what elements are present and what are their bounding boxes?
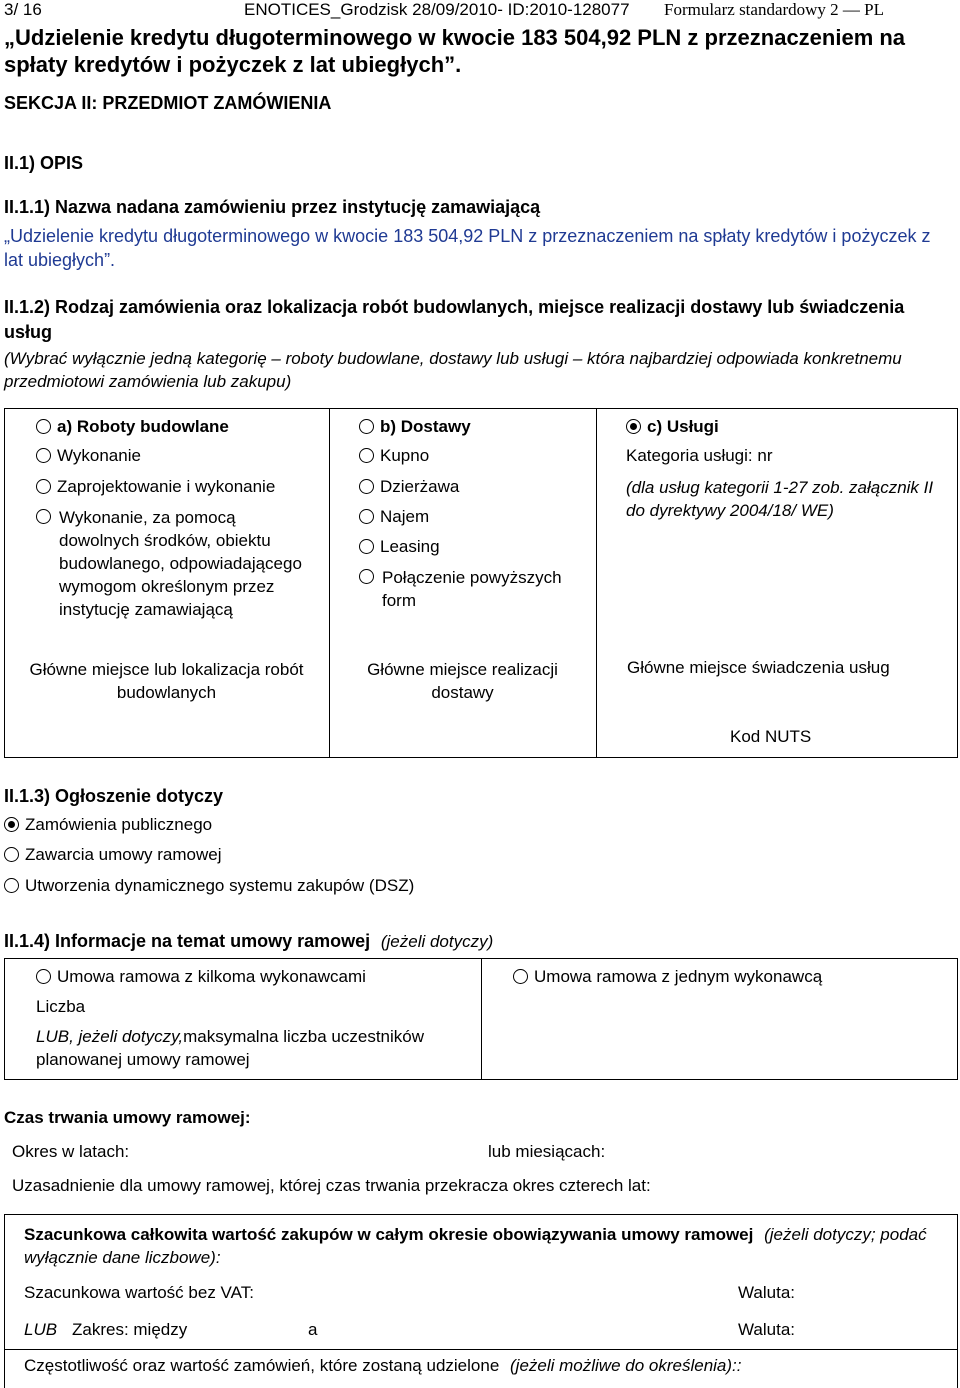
roboty-footer: Główne miejsce lub lokalizacja robót budowlanych [29, 660, 304, 702]
radio-icon [36, 479, 51, 494]
option-polaczenie-label: Połączenie powyższych form [382, 568, 562, 610]
radio-icon [359, 569, 374, 584]
dostawy-footer: Główne miejsce realizacji dostawy [367, 660, 558, 702]
radio-icon [359, 539, 374, 554]
notice-id: ENOTICES_Grodzisk 28/09/2010- ID:2010-128077 [244, 0, 630, 19]
radio-icon [513, 969, 528, 984]
page-number: 3/ 16 [4, 0, 42, 19]
radio-selected-icon [4, 817, 19, 832]
option-dzierzawa[interactable]: Dzierżawa [359, 477, 459, 497]
option-kilku-wykonawcow[interactable]: Umowa ramowa z kilkoma wykonawcami [36, 967, 366, 987]
lub-max-liczba: LUB, jeżeli dotyczy,maksymalna liczba uczestników planowanej umowy ramowej [36, 1027, 424, 1069]
okres-lata: Okres w latach: [12, 1142, 130, 1161]
waluta-1: Waluta: [738, 1283, 796, 1302]
option-roboty-budowlane[interactable]: a) Roboty budowlane [36, 417, 229, 437]
s112-note: (Wybrać wyłącznie jedną kategorię – roboty budowlane, dostawy lub usługi – która najbardziej odpowiada konkretnemu przedmiotowi zamówienia lub zakupu) [4, 349, 902, 391]
s111-value: „Udzielenie kredytu długoterminowego w kwocie 183 504,92 PLN z przeznaczeniem na spłaty kredytów i pożyczek z lat ubiegłych”. [4, 226, 931, 270]
option-jeden-wykonawca[interactable]: Umowa ramowa z jednym wykonawcą [513, 967, 822, 987]
kod-nuts: Kod NUTS [730, 727, 812, 746]
radio-icon [4, 847, 19, 862]
kategoria-note: (dla usług kategorii 1-27 zob. załącznik II do dyrektywy 2004/18/ WE) [626, 478, 934, 520]
zakres-label: Zakres: między [72, 1320, 188, 1339]
czestotliwosc: Częstotliwość oraz wartość zamówień, które zostaną udzielone (jeżeli możliwe do określenia):: [24, 1356, 742, 1375]
option-kupno[interactable]: Kupno [359, 446, 429, 466]
s112-heading: II.1.2) Rodzaj zamówienia oraz lokalizacja robót budowlanych, miejsce realizacji dostawy lub świadczenia usług [4, 297, 905, 342]
option-zamowienia-publicznego[interactable]: Zamówienia publicznego [4, 815, 212, 835]
radio-icon [359, 479, 374, 494]
radio-icon [359, 419, 374, 434]
uslugi-footer: Główne miejsce świadczenia usług [627, 658, 890, 677]
option-polaczenie[interactable] [359, 567, 380, 587]
option-wykonanie[interactable]: Wykonanie [36, 446, 141, 466]
s113-heading: II.1.3) Ogłoszenie dotyczy [4, 786, 224, 806]
liczba-label: Liczba [36, 997, 86, 1016]
option-dostawy[interactable]: b) Dostawy [359, 417, 471, 437]
radio-selected-icon [626, 419, 641, 434]
radio-icon [36, 509, 51, 524]
s111-heading: II.1.1) Nazwa nadana zamówieniu przez instytucję zamawiającą [4, 197, 541, 217]
zakres-a: a [308, 1320, 318, 1339]
document-title: „Udzielenie kredytu długoterminowego w kwocie 183 504,92 PLN z przeznaczeniem na spłaty kredytów i pożyczek z lat ubiegłych”. [4, 25, 906, 77]
czas-heading: Czas trwania umowy ramowej: [4, 1108, 251, 1127]
opis-heading: II.1) OPIS [4, 153, 84, 173]
radio-icon [36, 448, 51, 463]
section-title: SEKCJA II: PRZEDMIOT ZAMÓWIENIA [4, 93, 332, 113]
waluta-2: Waluta: [738, 1320, 796, 1339]
radio-icon [36, 419, 51, 434]
radio-icon [359, 448, 374, 463]
option-wykonanie-dowolne-label: Wykonanie, za pomocą dowolnych środków, obiektu budowlanego, odpowiadającego wymogom określonym przez instytucję zamawiającą [59, 508, 302, 619]
kategoria-uslugi: Kategoria usługi: nr [626, 446, 773, 465]
wartosc-bez-vat: Szacunkowa wartość bez VAT: [24, 1283, 254, 1302]
option-dsz[interactable]: Utworzenia dynamicznego systemu zakupów (DSZ) [4, 876, 414, 896]
okres-miesiace: lub miesiącach: [488, 1142, 606, 1161]
uzasadnienie: Uzasadnienie dla umowy ramowej, której czas trwania przekracza okres czterech lat: [12, 1176, 651, 1195]
wartosc-heading: Szacunkowa całkowita wartość zakupów w całym okresie obowiązywania umowy ramowej (jeżeli dotyczy; podać wyłącznie dane liczbowe): [24, 1225, 927, 1267]
option-umowa-ramowa[interactable]: Zawarcia umowy ramowej [4, 845, 222, 865]
option-zaprojektowanie[interactable]: Zaprojektowanie i wykonanie [36, 477, 275, 497]
radio-icon [359, 509, 374, 524]
option-najem[interactable]: Najem [359, 507, 429, 527]
form-name: Formularz standardowy 2 — PL [664, 0, 885, 19]
option-wykonanie-dowolne[interactable] [36, 507, 57, 527]
s114-heading-row: II.1.4) Informacje na temat umowy ramowej (jeżeli dotyczy) [4, 931, 494, 951]
lub-label: LUB [24, 1320, 58, 1339]
option-leasing[interactable]: Leasing [359, 537, 440, 557]
radio-icon [36, 969, 51, 984]
radio-icon [4, 878, 19, 893]
option-uslugi[interactable]: c) Usługi [626, 417, 719, 437]
